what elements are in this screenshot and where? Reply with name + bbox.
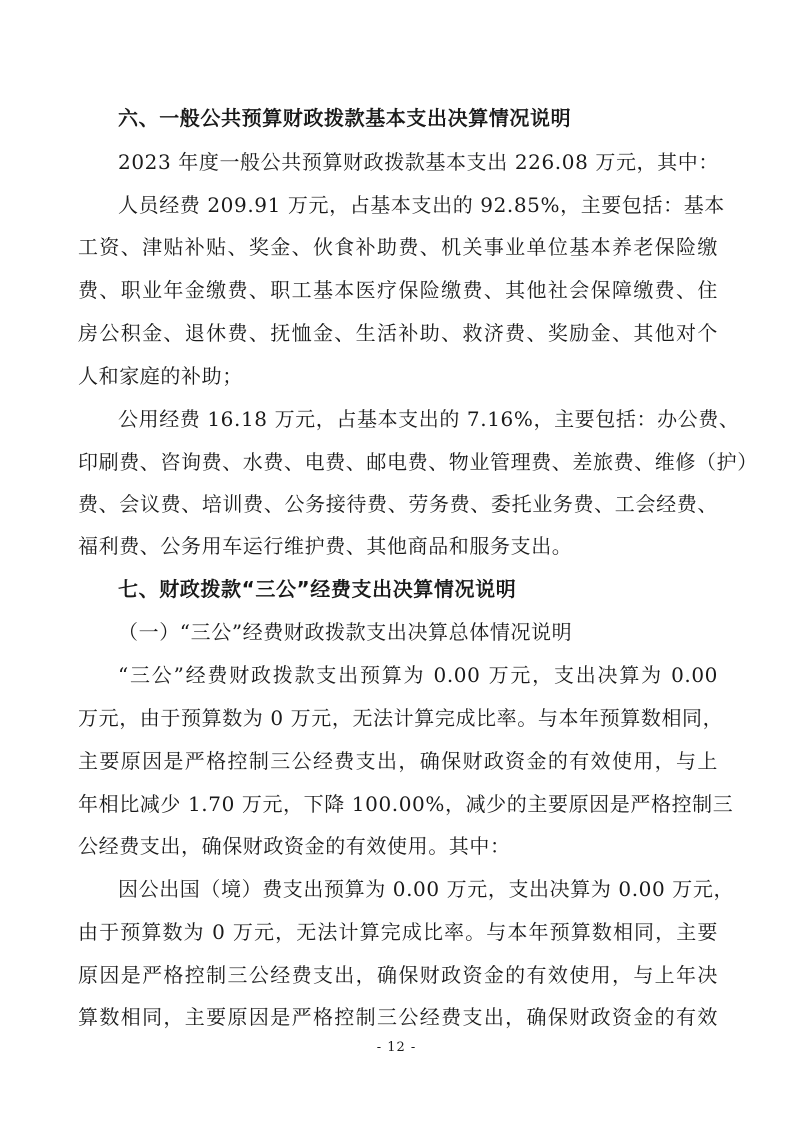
section-6-heading: 六、一般公共预算财政拨款基本支出决算情况说明 (118, 106, 572, 130)
paragraph-line: 万元，由于预算数为 0 万元，无法计算完成比率。与本年预算数相同， (78, 706, 724, 730)
paragraph-line: 工资、津贴补贴、奖金、伙食补助费、机关事业单位基本养老保险缴 (78, 235, 718, 259)
page-number: - 12 - (376, 1040, 417, 1055)
paragraph-line: 费、会议费、培训费、公务接待费、劳务费、委托业务费、工会经费、 (78, 492, 718, 516)
paragraph-line: 公经费支出，确保财政资金的有效使用。其中： (78, 834, 511, 858)
section-7-subheading: （一）“三公”经费财政拨款支出决算总体情况说明 (118, 620, 573, 644)
paragraph-line: 费、职业年金缴费、职工基本医疗保险缴费、其他社会保障缴费、住 (78, 278, 718, 302)
paragraph-line: 人和家庭的补助； (78, 364, 243, 388)
paragraph-line: 年相比减少 1.70 万元，下降 100.00%，减少的主要原因是严格控制三 (78, 792, 734, 816)
section-7-heading: 七、财政拨款“三公”经费支出决算情况说明 (118, 577, 517, 601)
paragraph-line: 原因是严格控制三公经费支出，确保财政资金的有效使用，与上年决 (78, 963, 718, 987)
paragraph-line: 人员经费 209.91 万元，占基本支出的 92.85%，主要包括：基本 (118, 193, 725, 217)
paragraph-line: “三公”经费财政拨款支出预算为 0.00 万元，支出决算为 0.00 (118, 663, 718, 687)
paragraph-line: 由于预算数为 0 万元，无法计算完成比率。与本年预算数相同，主要 (78, 920, 718, 944)
paragraph-line: 公用经费 16.18 万元，占基本支出的 7.16%，主要包括：办公费、 (118, 407, 740, 431)
paragraph-line: 2023 年度一般公共预算财政拨款基本支出 226.08 万元，其中： (118, 150, 719, 174)
paragraph-line: 福利费、公务用车运行维护费、其他商品和服务支出。 (78, 534, 573, 558)
paragraph-line: 房公积金、退休费、抚恤金、生活补助、救济费、奖励金、其他对个 (78, 321, 718, 345)
paragraph-line: 印刷费、咨询费、水费、电费、邮电费、物业管理费、差旅费、维修（护） (78, 450, 758, 474)
paragraph-line: 主要原因是严格控制三公经费支出，确保财政资金的有效使用，与上 (78, 749, 718, 773)
paragraph-line: 算数相同，主要原因是严格控制三公经费支出，确保财政资金的有效 (78, 1005, 718, 1029)
paragraph-line: 因公出国（境）费支出预算为 0.00 万元，支出决算为 0.00 万元， (118, 877, 735, 901)
